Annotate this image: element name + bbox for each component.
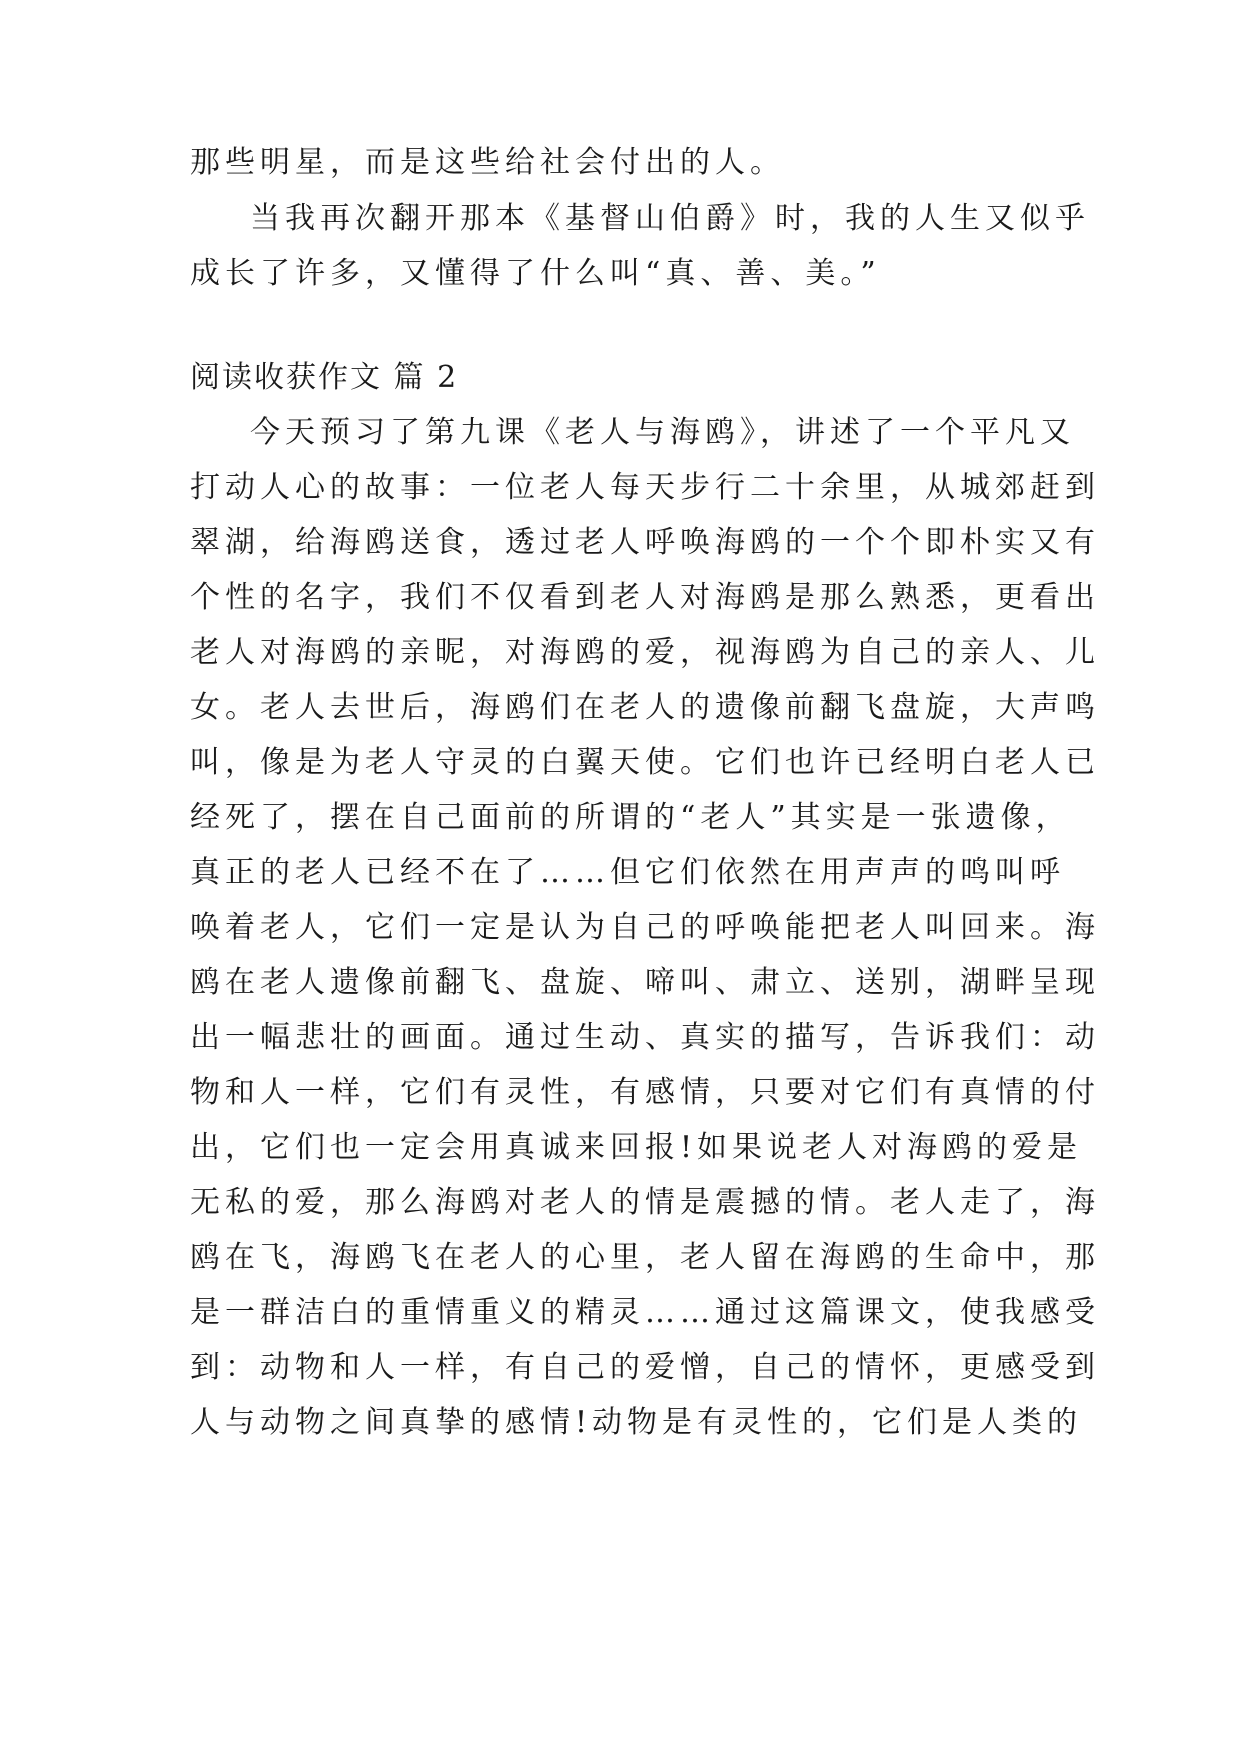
paragraph-line: 无私的爱，那么海鸥对老人的情是震撼的情。老人走了，海: [190, 1185, 1100, 1220]
paragraph-line: 出一幅悲壮的画面。通过生动、真实的描写，告诉我们：动: [190, 1020, 1100, 1055]
paragraph-line: 经死了，摆在自己面前的所谓的“老人”其实是一张遗像，: [190, 800, 1071, 835]
paragraph-line: 翠湖，给海鸥送食，透过老人呼唤海鸥的一个个即朴实又有: [190, 525, 1100, 560]
paragraph-line: 真正的老人已经不在了……但它们依然在用声声的鸣叫呼: [190, 855, 1065, 890]
paragraph-line: 鸥在老人遗像前翻飞、盘旋、啼叫、肃立、送别，湖畔呈现: [190, 965, 1100, 1000]
paragraph-line: 今天预习了第九课《老人与海鸥》，讲述了一个平凡又: [250, 415, 1075, 450]
paragraph-line: 当我再次翻开那本《基督山伯爵》时，我的人生又似乎: [250, 201, 1090, 236]
paragraph-line: 打动人心的故事：一位老人每天步行二十余里，从城郊赶到: [190, 470, 1100, 505]
paragraph-line: 个性的名字，我们不仅看到老人对海鸥是那么熟悉，更看出: [190, 580, 1100, 615]
paragraph-line: 成长了许多，又懂得了什么叫“真、善、美。”: [190, 256, 881, 291]
paragraph-line: 到：动物和人一样，有自己的爱憎，自己的情怀，更感受到: [190, 1350, 1100, 1385]
paragraph-line: 出，它们也一定会用真诚来回报!如果说老人对海鸥的爱是: [190, 1130, 1083, 1165]
paragraph-line: 女。老人去世后，海鸥们在老人的遗像前翻飞盘旋，大声鸣: [190, 690, 1100, 725]
paragraph-line: 鸥在飞，海鸥飞在老人的心里，老人留在海鸥的生命中，那: [190, 1240, 1100, 1275]
paragraph-line: 物和人一样，它们有灵性，有感情，只要对它们有真情的付: [190, 1075, 1100, 1110]
paragraph-line: 人与动物之间真挚的感情!动物是有灵性的，它们是人类的: [190, 1405, 1083, 1440]
paragraph-line: 老人对海鸥的亲昵，对海鸥的爱，视海鸥为自己的亲人、儿: [190, 635, 1100, 670]
paragraph-line: 叫，像是为老人守灵的白翼天使。它们也许已经明白老人已: [190, 745, 1100, 780]
section-heading: 阅读收获作文 篇 2: [190, 360, 459, 395]
paragraph-line: 唤着老人，它们一定是认为自己的呼唤能把老人叫回来。海: [190, 910, 1100, 945]
paragraph-line: 那些明星，而是这些给社会付出的人。: [190, 145, 785, 180]
paragraph-line: 是一群洁白的重情重义的精灵……通过这篇课文，使我感受: [190, 1295, 1100, 1330]
